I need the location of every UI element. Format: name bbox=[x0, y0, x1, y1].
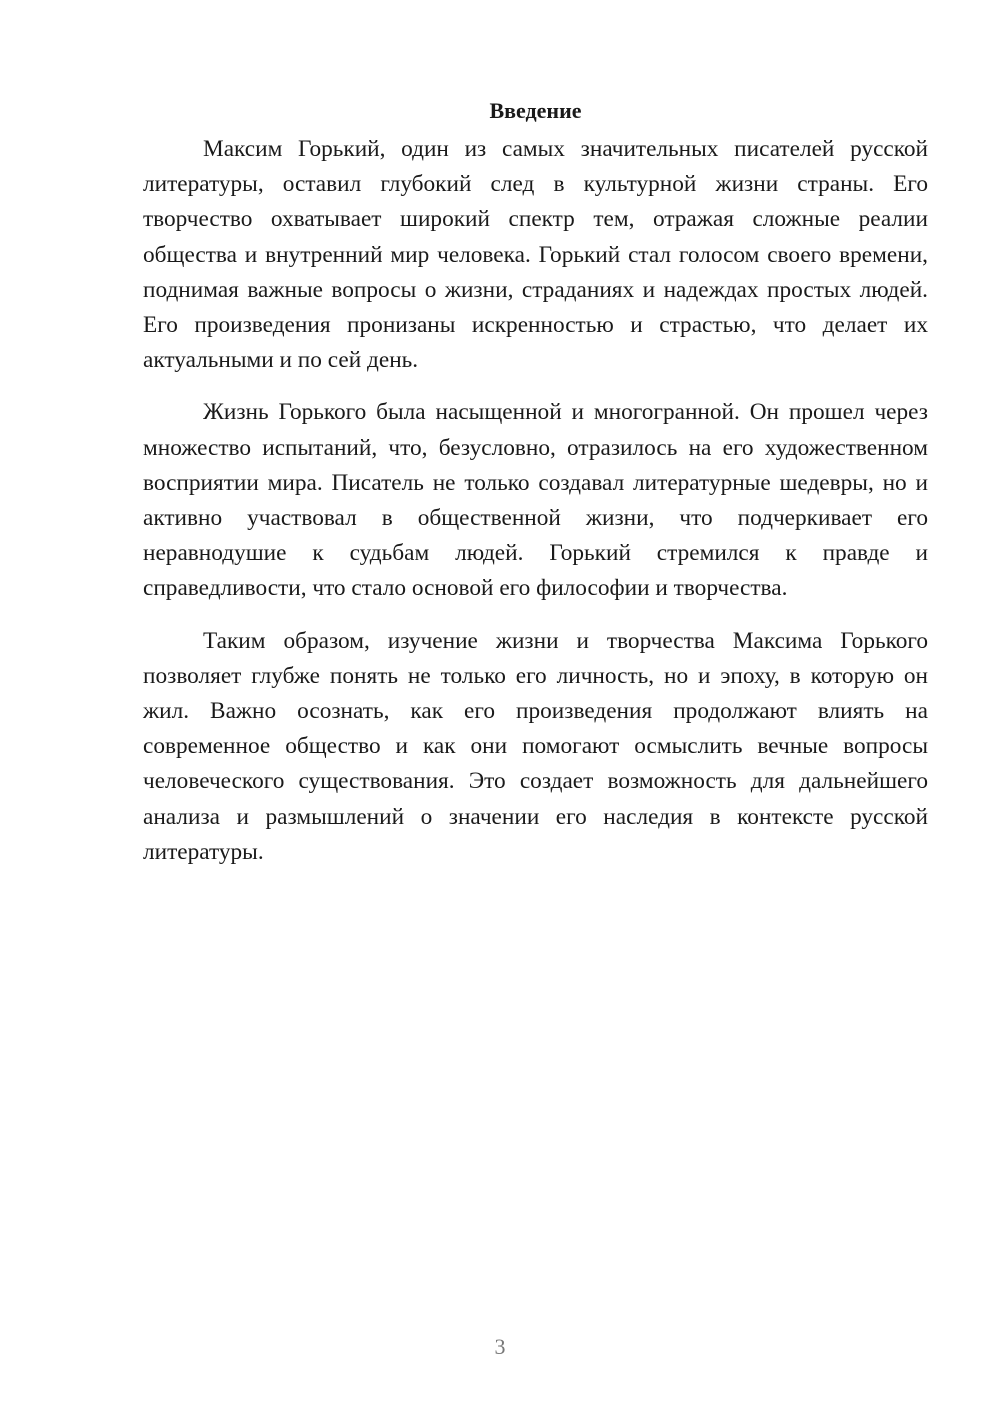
section-title: Введение bbox=[489, 98, 582, 123]
paragraph-1: Максим Горький, один из самых значительных писателей русской литературы, оставил глубокий след в культурной жизни страны. Его творчество охватывает широкий спектр тем, отражая сложные реалии общества и внутренний мир человека. Горький стал голосом своего времени, поднимая важные вопросы о жизни, страданиях и надеждах простых людей. Его произведения пронизаны искренностью и страстью, что делает их актуальными и по сей день. bbox=[143, 136, 928, 374]
page-number: 3 bbox=[494, 1334, 506, 1359]
paragraph-3: Таким образом, изучение жизни и творчества Максима Горького позволяет глубже понять не только его личность, но и эпоху, в которую он жил. Важно осознать, как его произведения продолжают влиять на современное общество и как они помогают осмыслить вечные вопросы человеческого существования. Это создает возможность для дальнейшего анализа и размышлений о значении его наследия в контексте русской литературы. bbox=[143, 627, 928, 865]
page-content bbox=[143, 96, 928, 887]
paragraph-2: Жизнь Горького была насыщенной и многогранной. Он прошел через множество испытаний, что, безусловно, отразилось на его художественном восприятии мира. Писатель не только создавал литературные шедевры, но и активно участвовал в общественной жизни, что подчеркивает его неравнодушие к судьбам людей. Горький стремился к правде и справедливости, что стало основой его философии и творчества. bbox=[143, 399, 928, 602]
